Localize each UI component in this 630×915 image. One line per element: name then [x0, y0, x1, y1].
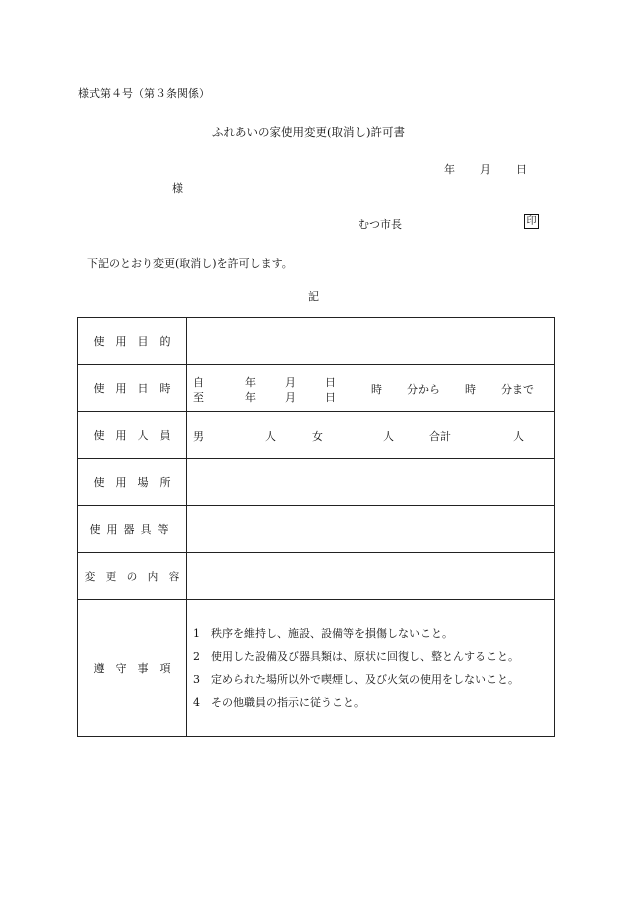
from-day: 日: [325, 376, 336, 389]
end-minute: 分まで: [501, 383, 534, 396]
from-year: 年: [245, 376, 256, 389]
date-month-label: 月: [480, 163, 491, 176]
form-number: 様式第４号（第３条関係）: [78, 87, 210, 100]
male-unit: 人: [265, 430, 276, 443]
from-label: 自: [193, 376, 204, 389]
label-rules: 遵 守 事 項: [93, 662, 171, 675]
row-change: [78, 553, 555, 600]
equipment-value-cell[interactable]: [187, 506, 555, 553]
total-label: 合計: [429, 430, 451, 443]
row-rules: [78, 600, 555, 737]
to-year: 年: [245, 391, 256, 404]
label-change: 変 更 の 内 容: [84, 570, 180, 583]
permit-table: [77, 317, 555, 737]
label-cell: [78, 459, 187, 506]
purpose-value-cell[interactable]: [187, 318, 555, 365]
row-equipment: [78, 506, 555, 553]
label-cell: [78, 412, 187, 459]
rule-item: 3 定められた場所以外で喫煙し、及び火気の使用をしないこと。: [193, 673, 519, 686]
addressee-suffix: 様: [172, 182, 183, 195]
label-equipment: 使用器具等: [89, 523, 175, 536]
label-cell: [78, 600, 187, 737]
label-cell: [78, 506, 187, 553]
row-datetime: [78, 365, 555, 412]
datetime-value-cell[interactable]: [187, 365, 555, 412]
to-day: 日: [325, 391, 336, 404]
change-value-cell[interactable]: [187, 553, 555, 600]
from-month: 月: [285, 376, 296, 389]
start-minute: 分から: [407, 383, 440, 396]
date-year-label: 年: [444, 163, 455, 176]
issuer-name: むつ市長: [358, 218, 402, 231]
label-cell: [78, 365, 187, 412]
start-hour: 時: [371, 383, 382, 396]
label-datetime: 使 用 日 時: [93, 382, 171, 395]
row-place: [78, 459, 555, 506]
label-place: 使 用 場 所: [93, 476, 171, 489]
female-label: 女: [312, 430, 323, 443]
row-people: [78, 412, 555, 459]
row-purpose: [78, 318, 555, 365]
total-unit: 人: [513, 430, 524, 443]
end-hour: 時: [465, 383, 476, 396]
label-cell: [78, 553, 187, 600]
female-unit: 人: [383, 430, 394, 443]
male-label: 男: [193, 430, 204, 443]
label-purpose: 使 用 目 的: [93, 335, 171, 348]
place-value-cell[interactable]: [187, 459, 555, 506]
ki-heading: 記: [308, 290, 319, 303]
to-month: 月: [285, 391, 296, 404]
label-people: 使 用 人 員: [93, 429, 171, 442]
rule-item: 2 使用した設備及び器具類は、原状に回復し、整とんすること。: [193, 650, 519, 663]
rule-item: 4 その他職員の指示に従うこと。: [193, 696, 365, 709]
rules-cell: [187, 600, 555, 737]
to-label: 至: [193, 391, 204, 404]
people-value-cell[interactable]: [187, 412, 555, 459]
label-cell: [78, 318, 187, 365]
date-day-label: 日: [516, 163, 527, 176]
rule-item: 1 秩序を維持し、施設、設備等を損傷しないこと。: [193, 627, 453, 640]
seal-icon: 印: [524, 214, 539, 229]
document-title: ふれあいの家使用変更(取消し)許可書: [212, 125, 405, 139]
permission-statement: 下記のとおり変更(取消し)を許可します。: [87, 257, 293, 270]
